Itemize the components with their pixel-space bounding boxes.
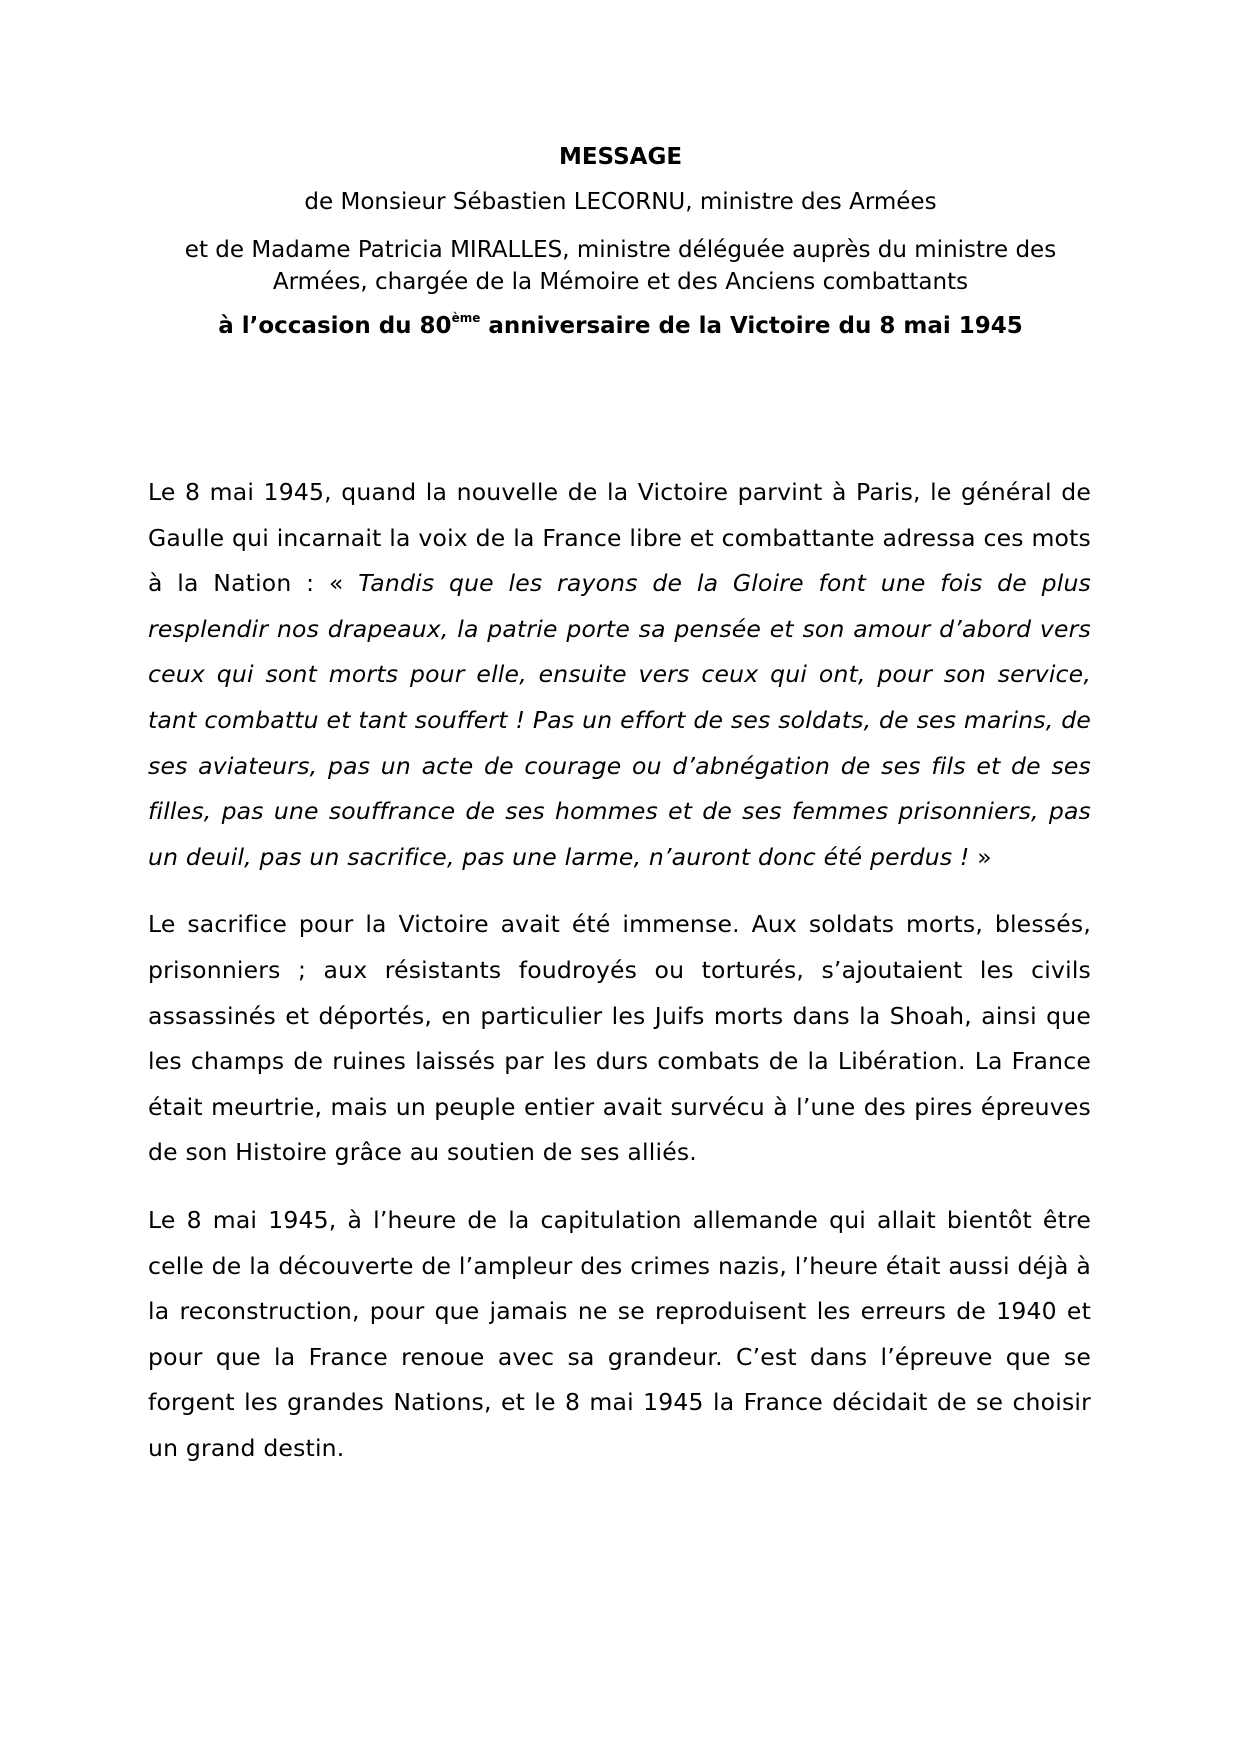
paragraph-3: Le 8 mai 1945, à l’heure de la capitulation allemande qui allait bientôt être celle de la découverte de l’ampleur des crimes nazis, l’heure était aussi déjà à la reconstruction, pour que jamais ne se reproduisent les erreurs de 1940 et pour que la France renoue avec sa grandeur. C’est dans l’épreuve que se forgent les grandes Nations, et le 8 mai 1945 la France décidait de se choisir un grand destin. [148,1205,1091,1462]
header-occasion [120,310,1121,342]
header-delegate-minister-line-1: et de Madame Patricia MIRALLES, ministre déléguée auprès du ministre des [184,237,1057,263]
header-delegate-minister-line-2: Armées, chargée de la Mémoire et des Anciens combattants [272,269,969,295]
occasion-text-end: anniversaire de la Victoire du 8 mai 1945 [480,313,1023,339]
occasion-text-start: à l’occasion du 80 [218,313,452,339]
occasion-superscript: ème [451,311,481,325]
paragraph-1 [148,470,1091,880]
de-gaulle-quote: Tandis que les rayons de la Gloire font une fois de plus resplendir nos drapeaux, la patrie porte sa pensée et son amour d’abord vers ceux qui sont morts pour elle, ensuite vers ceux qui ont, pour son service, tant combattu et tant souffert ! Pas un effort de ses soldats, de ses marins, de ses aviateurs, pas un acte de courage ou d’abnégation de ses fils et de ses filles, pas une souffrance de ses hommes et de ses femmes prisonniers, pas un deuil, pas un sacrifice, pas une larme, n’auront donc été perdus ! [148,569,1091,871]
paragraph-1-intro: Le 8 mai 1945, quand la nouvelle de la Victoire parvint à Paris, le général de Gaulle qui incarnait la voix de la France libre et combattante adressa ces mots à la Nation : « [148,478,1091,598]
paragraph-1-end: » [969,842,992,871]
document-body [148,470,1091,1493]
header-minister-line: de Monsieur Sébastien LECORNU, ministre des Armées [304,189,937,215]
document-title: MESSAGE [558,144,683,170]
document-header [120,142,1121,342]
paragraph-2: Le sacrifice pour la Victoire avait été immense. Aux soldats morts, blessés, prisonniers ; aux résistants foudroyés ou torturés, s’ajoutaient les civils assassinés et déportés, en particulier les Juifs morts dans la Shoah, ainsi que les champs de ruines laissés par les durs combats de la Libération. La France était meurtrie, mais un peuple entier avait survécu à l’une des pires épreuves de son Histoire grâce au soutien de ses alliés. [148,910,1091,1167]
